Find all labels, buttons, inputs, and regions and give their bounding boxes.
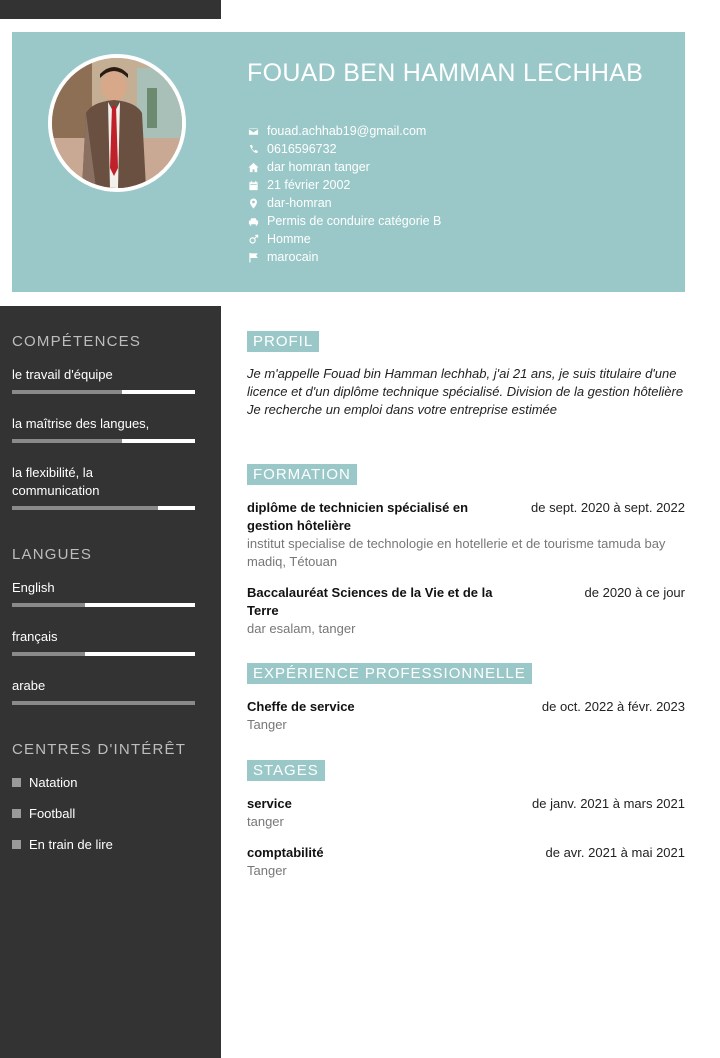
contact-license: Permis de conduire catégorie B [247,212,441,230]
interests-heading: CENTRES D'INTÉRÊT [12,741,187,758]
contact-email: fouad.achhab19@gmail.com [247,122,441,140]
skill-item [12,415,195,433]
gender-icon [247,233,259,245]
interests-list [12,774,113,867]
entry-place: tanger [247,814,284,829]
formation-heading: FORMATION [247,464,357,485]
languages-heading: LANGUES [12,546,93,563]
skill-label: la maîtrise des langues, [12,416,150,431]
entry-dates: de avr. 2021 à mai 2021 [545,845,685,860]
skill-item [12,366,195,384]
skills-heading: COMPÉTENCES [12,333,142,350]
skill-label: le travail d'équipe [12,367,113,382]
interest-item: Natation [12,774,113,791]
entry-place: Tanger [247,863,287,878]
profil-heading: PROFIL [247,331,319,352]
entry-place: institut specialise de technologie en hotellerie et de tourisme tamuda bay madiq, Tétouan [247,536,666,569]
entry-title: comptabilité [247,845,324,860]
contact-gender: Homme [247,230,441,248]
skill-level-bar [12,439,195,443]
language-level-bar [12,652,195,656]
top-dark-strip [0,0,221,19]
stage-entry [247,795,685,831]
experience-heading: EXPÉRIENCE PROFESSIONNELLE [247,663,532,684]
contact-phone: 0616596732 [247,140,441,158]
entry-title: diplôme de technicien spécialisé en gestion hôtelière [247,500,469,533]
location-pin-icon [247,197,259,209]
skill-item [12,464,195,500]
stage-entry [247,844,685,880]
interest-item: En train de lire [12,836,113,853]
contact-list [247,122,441,266]
skill-level-bar [12,506,195,510]
contact-address: dar homran tanger [247,158,441,176]
phone-icon [247,143,259,155]
entry-dates: de janv. 2021 à mars 2021 [532,796,685,811]
language-level-bar [12,603,195,607]
entry-place: Tanger [247,717,287,732]
language-item [12,677,195,695]
language-level-fill [12,603,85,607]
language-label: arabe [12,678,46,693]
bullet-square-icon [12,778,21,787]
entry-dates: de 2020 à ce jour [584,585,685,600]
profil-text: Je m'appelle Fouad bin Hamman lechhab, j'ai 21 ans, je suis titulaire d'une licence et d'un diplôme technique spécialisé. Division de la gestion hôtelière Je recherche un emploi dans votre entreprise estimée [247,366,684,417]
entry-dates: de sept. 2020 à sept. 2022 [531,500,685,515]
flag-icon [247,251,259,263]
language-level-bar [12,701,195,705]
skill-level-fill [12,390,122,394]
full-name: FOUAD BEN HAMMAN LECHHAB [247,59,644,87]
contact-location: dar-homran [247,194,441,212]
skill-level-bar [12,390,195,394]
entry-dates: de oct. 2022 à févr. 2023 [541,699,685,714]
language-level-fill [12,652,85,656]
skill-level-fill [12,439,122,443]
entry-place: dar esalam, tanger [247,621,356,636]
language-label: français [12,629,58,644]
language-item [12,628,195,646]
entry-title: Cheffe de service [247,699,355,714]
language-item [12,579,195,597]
formation-entry [247,584,685,638]
stages-heading: STAGES [247,760,325,781]
car-icon [247,215,259,227]
skill-label: la flexibilité, la communication [12,465,100,498]
contact-birthdate: 21 février 2002 [247,176,441,194]
bullet-square-icon [12,809,21,818]
language-label: English [12,580,55,595]
envelope-icon [247,125,259,137]
profile-photo [48,54,186,192]
home-icon [247,161,259,173]
contact-nationality: marocain [247,248,441,266]
entry-title: Baccalauréat Sciences de la Vie et de la Terre [247,585,493,618]
formation-entry [247,499,685,571]
interest-item: Football [12,805,113,822]
calendar-icon [247,179,259,191]
header-banner [12,32,685,292]
entry-title: service [247,796,292,811]
skill-level-fill [12,506,158,510]
bullet-square-icon [12,840,21,849]
language-level-fill [12,701,195,705]
experience-entry [247,698,685,734]
